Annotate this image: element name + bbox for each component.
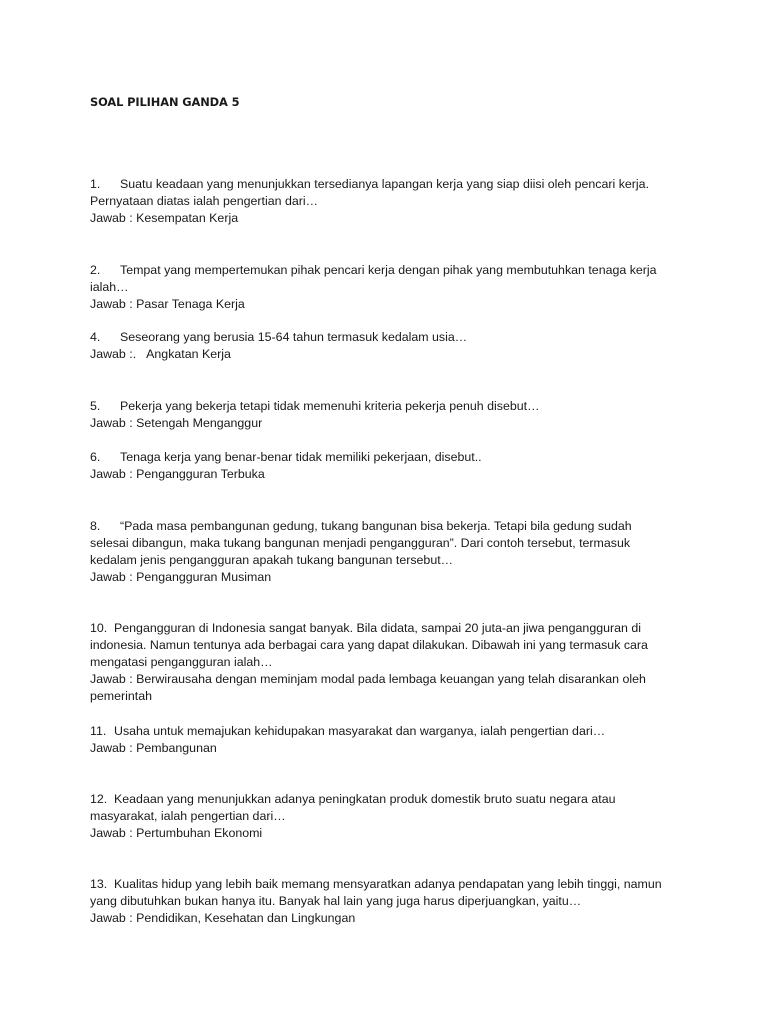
answer: Jawab : Pertumbuhan Ekonomi <box>90 826 263 840</box>
answer: Jawab : Berwirausaha dengan meminjam modal pada lembaga keuangan yang telah disarankan oleh <box>90 672 646 686</box>
question-6 <box>90 449 680 483</box>
question-5 <box>90 398 680 432</box>
answer: Jawab : Setengah Menganggur <box>90 416 263 430</box>
question-text-cont: ialah… <box>90 280 129 294</box>
answer-value: Angkatan Kerja <box>146 347 231 361</box>
question-13 <box>90 876 680 927</box>
answer: Jawab : Pengangguran Terbuka <box>90 467 265 481</box>
answer: Jawab : Pasar Tenaga Kerja <box>90 297 245 311</box>
question-12 <box>90 791 680 842</box>
question-number: 2. <box>90 263 101 277</box>
answer-cont: pemerintah <box>90 689 152 703</box>
question-number: 11. <box>90 724 107 738</box>
question-text-cont: mengatasi pengangguran ialah… <box>90 655 273 669</box>
question-text-cont: kedalam jenis pengangguran apakah tukang bangunan tersebut… <box>90 553 454 567</box>
question-text: Tempat yang mempertemukan pihak pencari kerja dengan pihak yang membutuhkan tenaga kerja <box>120 263 657 277</box>
question-11 <box>90 723 680 757</box>
question-text: Seseorang yang berusia 15-64 tahun termasuk kedalam usia… <box>120 330 468 344</box>
answer: Jawab : Pengangguran Musiman <box>90 570 272 584</box>
question-4 <box>90 329 680 363</box>
question-number: 4. <box>90 330 101 344</box>
page-title: SOAL PILIHAN GANDA 5 <box>90 95 240 109</box>
question-text: Keadaan yang menunjukkan adanya peningkatan produk domestik bruto suatu negara atau <box>114 792 616 806</box>
question-number: 13. <box>90 877 108 891</box>
answer: Jawab : Pembangunan <box>90 741 217 755</box>
question-text: Suatu keadaan yang menunjukkan tersedianya lapangan kerja yang siap diisi oleh pencari kerja. <box>120 177 650 191</box>
question-number: 5. <box>90 399 101 413</box>
question-text-cont: Pernyataan diatas ialah pengertian dari… <box>90 194 318 208</box>
question-8 <box>90 518 680 586</box>
question-text-cont: masyarakat, ialah pengertian dari… <box>90 809 286 823</box>
question-text: Pekerja yang bekerja tetapi tidak memenuhi kriteria pekerja penuh disebut… <box>120 399 540 413</box>
answer: Jawab : Pendidikan, Kesehatan dan Lingkungan <box>90 911 356 925</box>
question-text: Pengangguran di Indonesia sangat banyak. Bila didata, sampai 20 juta-an jiwa pengangguran di <box>114 621 641 635</box>
question-text: “Pada masa pembangunan gedung, tukang bangunan bisa bekerja. Tetapi bila gedung sudah <box>120 519 632 533</box>
question-number: 8. <box>90 519 101 533</box>
question-text-cont: yang dibutuhkan bukan hanya itu. Banyak hal lain yang juga harus diperjuangkan, yaitu… <box>90 894 582 908</box>
question-number: 6. <box>90 450 101 464</box>
answer: Jawab :. <box>90 347 137 361</box>
question-text: Usaha untuk memajukan kehidupakan masyarakat dan warganya, ialah pengertian dari… <box>114 724 606 738</box>
question-1 <box>90 176 680 227</box>
answer: Jawab : Kesempatan Kerja <box>90 211 239 225</box>
question-text-cont: indonesia. Namun tentunya ada berbagai cara yang dapat dilakukan. Dibawah ini yang termasuk cara <box>90 638 648 652</box>
question-10 <box>90 620 680 705</box>
question-number: 12. <box>90 792 108 806</box>
question-text: Tenaga kerja yang benar-benar tidak memiliki pekerjaan, disebut.. <box>120 450 482 464</box>
question-2 <box>90 262 680 313</box>
question-number: 1. <box>90 177 101 191</box>
question-text-cont: selesai dibangun, maka tukang bangunan menjadi pengangguran”. Dari contoh tersebut, termasuk <box>90 536 631 550</box>
question-number: 10. <box>90 621 108 635</box>
question-text: Kualitas hidup yang lebih baik memang mensyaratkan adanya pendapatan yang lebih tinggi, namun <box>114 877 662 891</box>
